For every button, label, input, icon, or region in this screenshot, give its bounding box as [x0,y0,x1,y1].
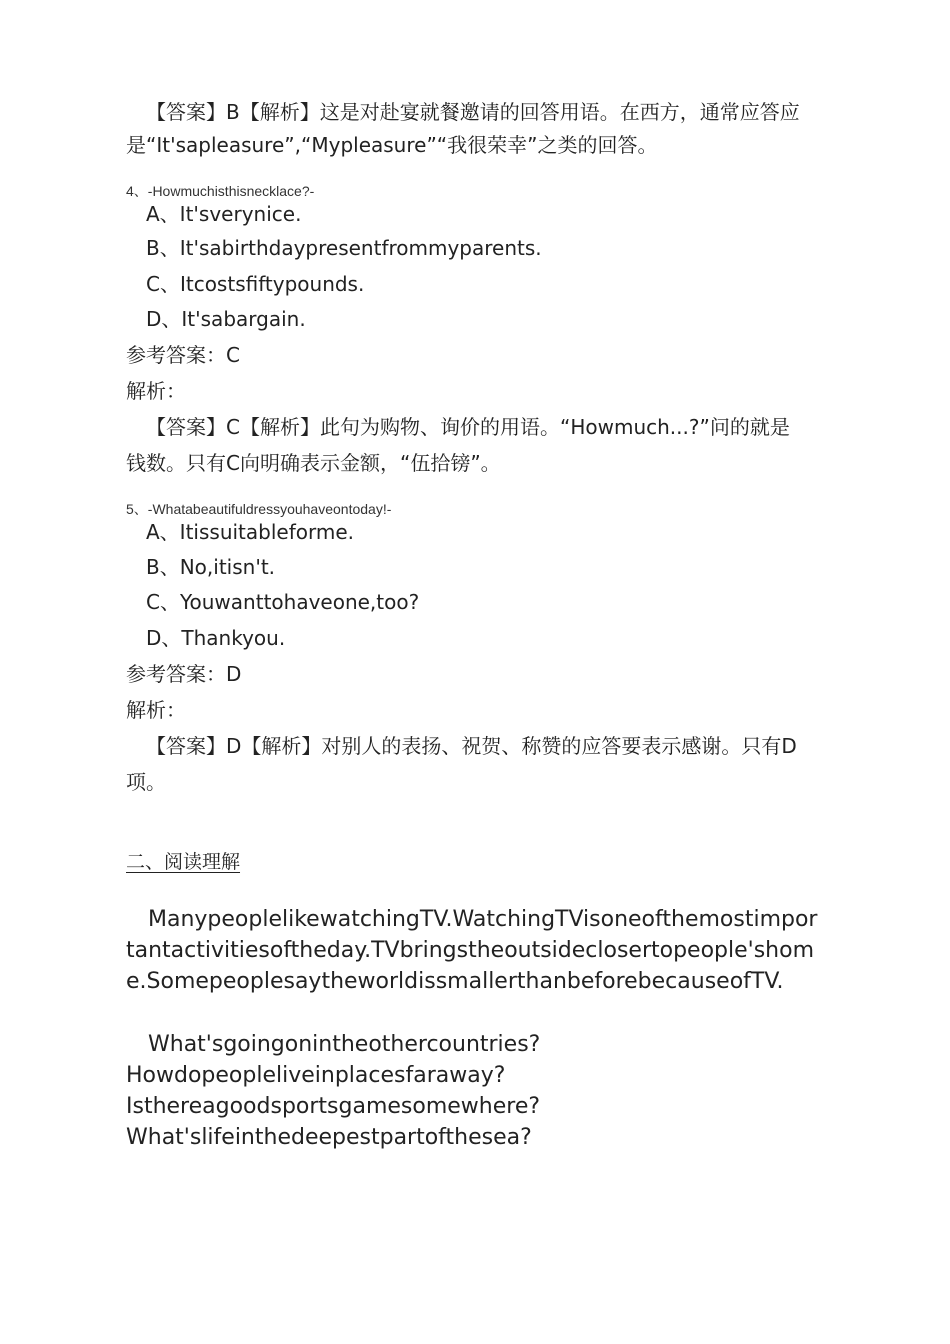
q5-option-a: A、Itissuitableforme. [146,520,354,544]
q4-analysis-label: 解析： [126,379,186,403]
q4-option-d: D、It'sabargain. [146,307,306,331]
q3-analysis-line2: 是“It'sapleasure”,“Mypleasure”“我很荣幸”之类的回答。 [126,133,658,157]
reading-paragraph: ManypeoplelikewatchingTV.WatchingTVisoneofthemostimportantactivitiesoftheday.TVbringstheoutsideclosertopeople'shome.SomepeoplesaytheworldissmallerthanbeforebecauseofTV. [126,907,818,994]
q4-analysis-line1: 【答案】C【解析】此句为购物、询价的用语。“Howmuch...?”问的就是 [146,415,790,439]
q5-analysis-label: 解析： [126,698,186,722]
q5-analysis-line1: 【答案】D【解析】对别人的表扬、祝贺、称赞的应答要表示感谢。只有D [146,734,797,758]
q4-option-b: B、It'sabirthdaypresentfrommyparents. [146,236,542,260]
reading-line-1: What'sgoingonintheothercountries? [126,1032,541,1057]
q5-question: 5、-Whatabeautifuldressyouhaveontoday!- [126,501,392,517]
q5-analysis-line2: 项。 [126,770,166,794]
reading-line-4: What'slifeinthedeepestpartofthesea? [126,1125,532,1150]
q5-option-b: B、No,itisn't. [146,555,276,579]
q5-answer: 参考答案：D [126,662,242,686]
q4-answer: 参考答案：C [126,343,240,367]
q4-option-a: A、It'sverynice. [146,202,302,226]
q4-option-c: C、Itcostsfiftypounds. [146,272,365,296]
q4-analysis-line2: 钱数。只有C向明确表示金额，“伍拾镑”。 [126,451,501,475]
section-heading: 二、阅读理解 [126,851,241,873]
q5-option-d: D、Thankyou. [146,626,286,650]
reading-line-2: Howdopeopleliveinplacesfaraway? [126,1063,506,1088]
q3-analysis-line1: 【答案】B【解析】这是对赴宴就餐邀请的回答用语。在西方，通常应答应 [146,100,800,124]
q5-option-c: C、Youwanttohaveone,too? [146,590,420,614]
q4-question: 4、-Howmuchisthisnecklace?- [126,183,315,199]
reading-line-3: Isthereagoodsportsgamesomewhere? [126,1094,541,1119]
